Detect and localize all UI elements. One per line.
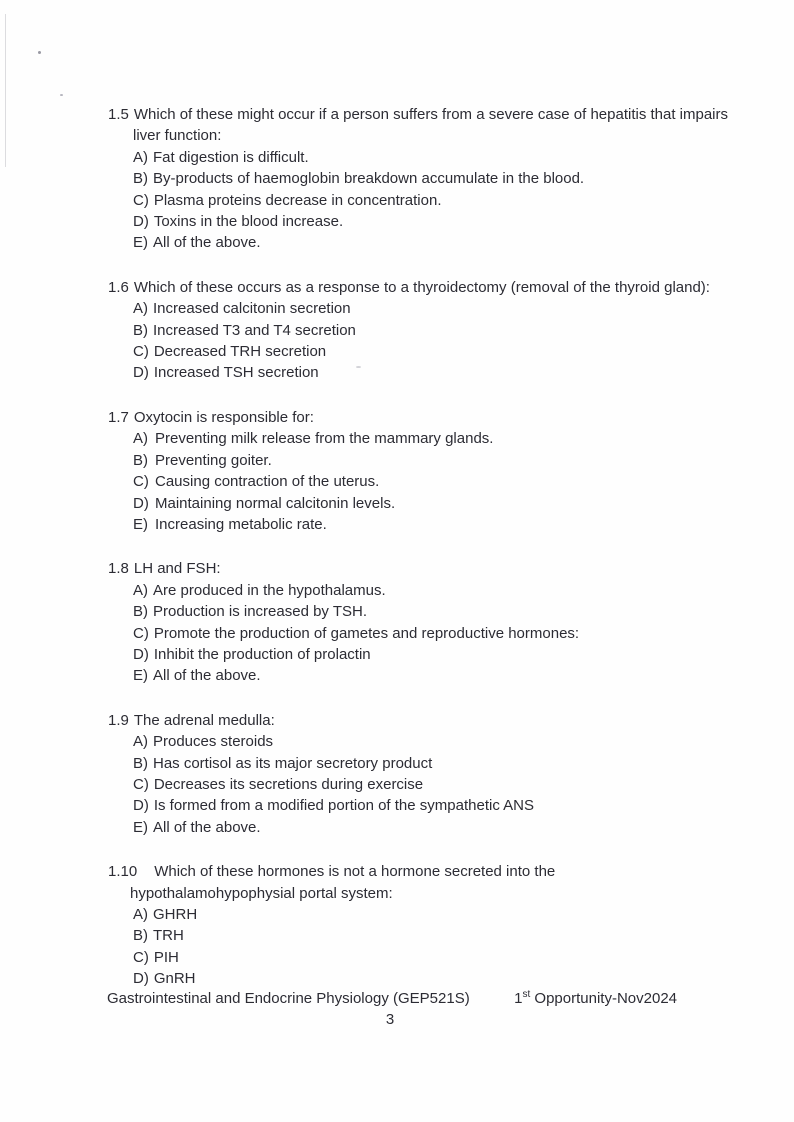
answer-option [133, 471, 682, 492]
question-text-continued: hypothalamohypophysial portal system: [130, 884, 393, 902]
option-text: Increased calcitonin secretion [153, 300, 351, 318]
option-label: A) [133, 430, 148, 448]
option-label: B) [133, 754, 148, 772]
option-label: D) [133, 797, 149, 815]
answer-option [133, 211, 682, 232]
answer-option [133, 362, 682, 383]
option-text: Preventing milk release from the mammary glands. [155, 430, 494, 448]
question-text: Oxytocin is responsible for: [133, 408, 314, 426]
option-label: A) [133, 906, 148, 923]
answer-option [133, 795, 682, 816]
option-label: B) [133, 927, 148, 945]
question-number: 1.5 [108, 106, 129, 123]
option-text: Increased T3 and T4 secretion [153, 321, 356, 339]
question-1-9 [108, 710, 682, 838]
option-text: Causing contraction of the uterus. [155, 473, 380, 491]
option-text: Increasing metabolic rate. [155, 515, 327, 533]
answer-option [133, 904, 682, 925]
answer-option [133, 580, 682, 601]
answer-option [133, 298, 682, 319]
question-1-7 [108, 407, 682, 535]
option-text: Promote the production of gametes and reproductive hormones: [153, 624, 580, 642]
question-text: Which of these occurs as a response to a thyroidectomy (removal of the thyroid gland): [133, 278, 710, 296]
question-1-8 [108, 558, 682, 686]
option-text: Produces steroids [153, 733, 274, 751]
option-label: B) [133, 603, 148, 621]
answer-option [133, 623, 682, 644]
option-label: B) [133, 170, 148, 188]
question-text-continued: liver function: [133, 127, 222, 145]
answer-option [133, 341, 682, 362]
question-text: The adrenal medulla: [133, 711, 275, 729]
option-label: C) [133, 775, 149, 793]
answer-option [133, 947, 682, 968]
answer-option [133, 817, 682, 838]
answer-option [133, 320, 682, 341]
option-text: Are produced in the hypothalamus. [153, 581, 386, 599]
option-label: D) [133, 213, 149, 231]
answer-option [133, 731, 682, 752]
question-number: 1.9 [108, 711, 129, 729]
option-text: All of the above. [153, 667, 261, 685]
questions-list [108, 104, 729, 1013]
option-text: Decreased TRH secretion [153, 343, 327, 361]
question-number: 1.8 [108, 560, 129, 578]
option-text: GnRH [153, 970, 196, 988]
option-label: A) [133, 148, 148, 166]
answer-option [133, 644, 682, 665]
option-label: C) [133, 343, 149, 361]
option-text: Toxins in the blood increase. [153, 213, 344, 231]
option-label: A) [133, 733, 148, 751]
answer-option [133, 968, 682, 989]
scan-line-artifact [5, 14, 6, 167]
option-text: Increased TSH secretion [153, 364, 319, 382]
answer-option [133, 774, 682, 795]
question-1-5 [108, 104, 729, 254]
answer-option [133, 190, 682, 211]
option-text: Production is increased by TSH. [153, 603, 367, 621]
option-text: PIH [153, 948, 179, 966]
option-label: D) [133, 494, 149, 512]
option-label: A) [133, 300, 148, 318]
page-number: 3 [385, 1011, 395, 1028]
option-text: Preventing goiter. [155, 451, 272, 469]
answer-option [133, 147, 682, 168]
answer-option [133, 601, 682, 622]
option-label: C) [133, 191, 149, 209]
option-text: By-products of haemoglobin breakdown accumulate in the blood. [153, 170, 585, 188]
footer-course-title: Gastrointestinal and Endocrine Physiology (GEP521S) [107, 990, 470, 1007]
option-label: C) [133, 624, 149, 642]
answer-option [133, 168, 682, 189]
option-label: C) [133, 948, 149, 966]
option-text: Fat digestion is difficult. [153, 148, 309, 166]
option-label: B) [133, 451, 148, 469]
answer-option [133, 232, 682, 253]
option-label: D) [133, 970, 149, 988]
option-label: B) [133, 321, 148, 339]
answer-option [133, 428, 682, 449]
question-1-6 [108, 277, 710, 384]
option-text: Maintaining normal calcitonin levels. [155, 494, 396, 512]
footer-session-rest: Opportunity-Nov2024 [530, 990, 677, 1007]
scan-speck-artifact [60, 94, 63, 96]
question-number: 1.10 [108, 863, 138, 881]
option-label: E) [133, 818, 148, 836]
question-text: Which of these might occur if a person suffers from a severe case of hepatitis that impairs [133, 106, 729, 123]
option-text: Has cortisol as its major secretory product [153, 754, 433, 772]
footer-session-number: 1 [514, 990, 523, 1007]
answer-option [133, 753, 682, 774]
question-1-10 [108, 861, 682, 989]
option-text: GHRH [153, 906, 198, 923]
option-text: All of the above. [153, 234, 261, 252]
option-label: E) [133, 234, 148, 252]
answer-option [133, 493, 682, 514]
question-number: 1.7 [108, 408, 129, 426]
option-text: Decreases its secretions during exercise [153, 775, 424, 793]
option-text: Is formed from a modified portion of the sympathetic ANS [153, 797, 534, 815]
option-text: TRH [153, 927, 184, 945]
scan-speck-artifact [38, 51, 41, 54]
option-text: Plasma proteins decrease in concentration. [153, 191, 442, 209]
question-text: LH and FSH: [133, 560, 221, 578]
option-label: A) [133, 581, 148, 599]
option-label: E) [133, 515, 148, 533]
footer-exam-session [514, 988, 677, 1009]
option-label: D) [133, 364, 149, 382]
option-label: D) [133, 645, 149, 663]
option-label: C) [133, 473, 149, 491]
question-number: 1.6 [108, 278, 129, 296]
answer-option [133, 450, 682, 471]
footer-session-ordinal: st [522, 989, 531, 1000]
answer-option [133, 514, 682, 535]
option-text: All of the above. [153, 818, 261, 836]
answer-option [133, 925, 682, 946]
question-text: Which of these hormones is not a hormone secreted into the [154, 863, 556, 881]
option-text: Inhibit the production of prolactin [153, 645, 371, 663]
answer-option [133, 665, 682, 686]
option-label: E) [133, 667, 148, 685]
